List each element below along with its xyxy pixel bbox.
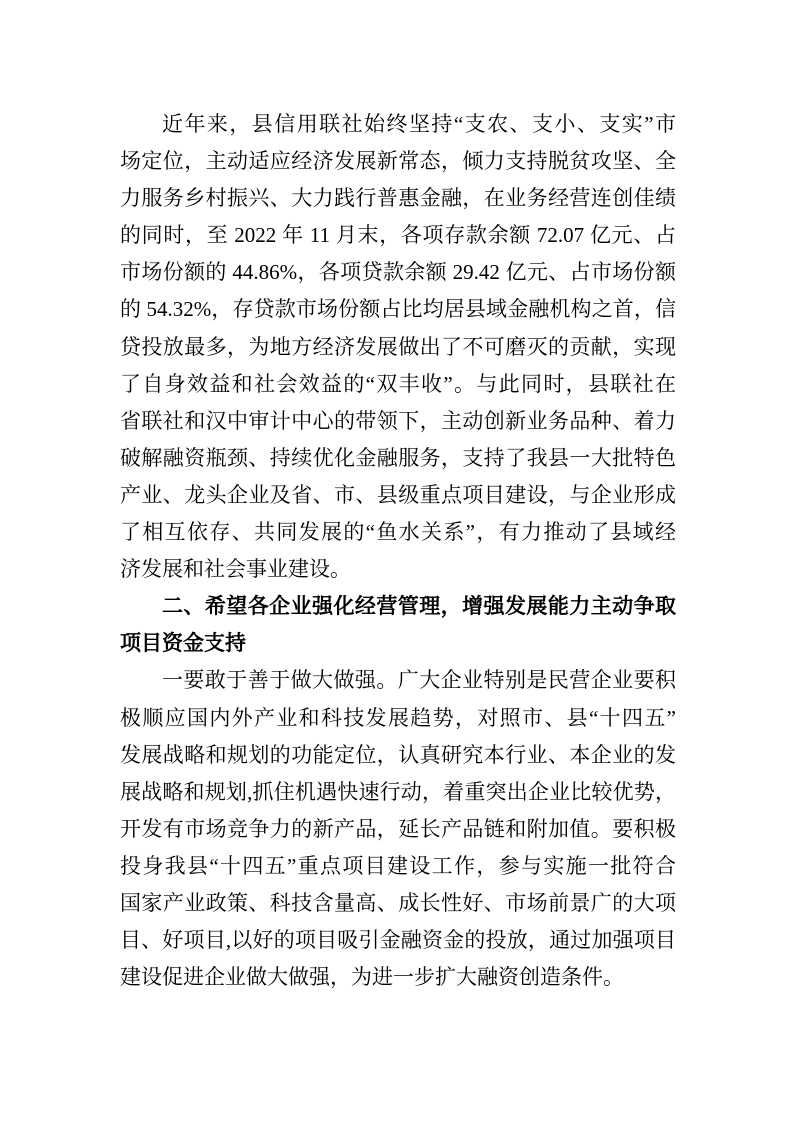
text-line: 投身我县“十四五”重点项目建设工作，参与实施一批符合 [120, 853, 676, 878]
text-line: 了自身效益和社会效益的“双丰收”。与此同时，县联社在 [120, 371, 676, 396]
text-line: 国家产业政策、科技含量高、成长性好、市场前景广的大项 [120, 890, 676, 915]
text-line: 的同时，至 2022 年 11 月末，各项存款余额 72.07 亿元、占 [120, 223, 676, 248]
text-line: 项目资金支持 [120, 631, 246, 656]
text-line: 了相互依存、共同发展的“鱼水关系”，有力推动了县域经 [120, 520, 676, 545]
text-line: 建设促进企业做大做强，为进一步扩大融资创造条件。 [120, 965, 624, 990]
text-line: 力服务乡村振兴、大力践行普惠金融，在业务经营连创佳绩 [120, 186, 676, 211]
text-line: 极顺应国内外产业和科技发展趋势，对照市、县“十四五” [120, 705, 676, 730]
text-line: 一要敢于善于做大做强。广大企业特别是民营企业要积 [162, 668, 676, 693]
text-line: 省联社和汉中审计中心的带领下，主动创新业务品种、着力 [120, 408, 676, 433]
text-line: 破解融资瓶颈、持续优化金融服务，支持了我县一大批特色 [120, 445, 676, 470]
document-page [120, 106, 676, 996]
text-line: 目、好项目,以好的项目吸引金融资金的投放，通过加强项目 [120, 928, 676, 953]
text-line: 展战略和规划,抓住机遇快速行动，着重突出企业比较优势， [120, 779, 676, 804]
text-line: 市场份额的 44.86%，各项贷款余额 29.42 亿元、占市场份额 [120, 260, 676, 285]
text-line: 近年来，县信用联社始终坚持“支农、支小、支实”市 [162, 112, 676, 136]
text-line: 二、希望各企业强化经营管理，增强发展能力主动争取 [162, 594, 676, 619]
text-line: 的 54.32%，存贷款市场份额占比均居县域金融机构之首，信 [120, 297, 676, 322]
text-line: 发展战略和规划的功能定位，认真研究本行业、本企业的发 [120, 742, 676, 767]
text-line: 开发有市场竞争力的新产品，延长产品链和附加值。要积极 [120, 816, 676, 841]
text-line: 济发展和社会事业建设。 [120, 557, 351, 582]
text-line: 产业、龙头企业及省、市、县级重点项目建设，与企业形成 [120, 482, 676, 507]
section-heading [120, 588, 676, 662]
body-paragraph [120, 662, 676, 996]
text-line: 贷投放最多，为地方经济发展做出了不可磨灭的贡献，实现 [120, 334, 676, 359]
text-line: 场定位，主动适应经济发展新常态，倾力支持脱贫攻坚、全 [120, 149, 676, 174]
body-paragraph [120, 106, 676, 588]
